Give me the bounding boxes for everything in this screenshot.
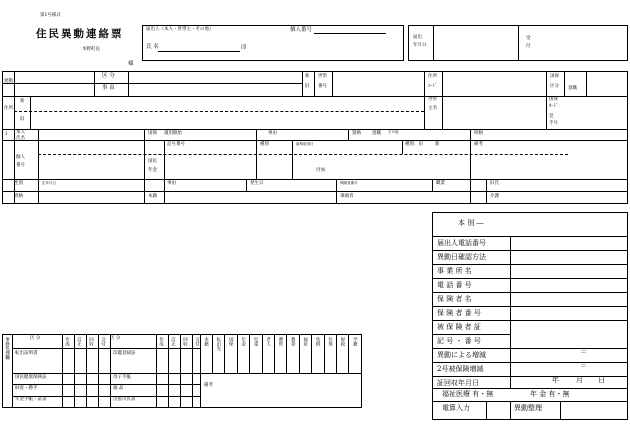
sex: 性別 <box>14 181 23 186</box>
rule <box>348 334 349 373</box>
department-head: 学籍 <box>352 337 358 346</box>
panel-row-label: 記 号 ・ 番 号 <box>437 337 481 345</box>
change-adjust: 異動整理 <box>514 404 542 412</box>
rule <box>560 401 561 420</box>
person-index: 1 <box>5 132 8 137</box>
new: 新 <box>435 142 440 147</box>
personal-number-2: 番号 <box>16 163 25 168</box>
panel-row-label: 被 保 険 者 証 <box>437 323 481 331</box>
rule <box>432 362 628 363</box>
rule <box>237 334 238 373</box>
panel-row-label: 証回収年月日 <box>437 379 479 387</box>
old-name: 旧氏 <box>490 181 499 186</box>
day: 日 <box>598 376 605 384</box>
department-head: 国保 <box>228 337 234 346</box>
pension-flag: 年 金 有・無 <box>530 390 570 398</box>
rule <box>2 96 628 97</box>
person-name-1: 本人 <box>16 130 25 135</box>
processing-row-label: 母子手帳 <box>113 375 131 380</box>
rule <box>86 334 87 408</box>
processing-row-label: 国民健康保険証 <box>15 375 47 380</box>
reason-label: 事 由 <box>102 85 115 91</box>
col-head: 作成 <box>64 337 70 346</box>
applicant-name-label: 氏 名 <box>146 44 159 50</box>
rule <box>442 71 443 129</box>
rule <box>12 373 200 374</box>
divider <box>433 25 434 61</box>
rule <box>432 264 628 265</box>
receipt-label-1: 受 <box>526 36 531 41</box>
col-head: 作成 <box>158 337 164 346</box>
registry: 続柄 <box>14 194 23 199</box>
equals-1: ＝ <box>580 348 587 356</box>
department-head: 財政 <box>339 337 345 346</box>
residence-card: 保険者番号 <box>340 181 358 185</box>
rule <box>262 334 263 373</box>
form-title: 住民異動連絡票 <box>36 28 124 40</box>
rule <box>432 179 433 191</box>
applicant-name-line <box>158 51 240 52</box>
rule <box>2 191 628 192</box>
household-number-2: 番号 <box>318 84 327 89</box>
payment: 付加 <box>316 168 325 173</box>
department-head: 教委 <box>290 337 296 346</box>
department-head: 福祉 <box>302 337 308 346</box>
care: 介護 <box>490 194 499 199</box>
rule <box>361 334 362 373</box>
processing-row-label: 出張市民表 <box>113 397 136 402</box>
rule <box>470 129 471 204</box>
report-date-label-2: 年月日 <box>413 43 427 48</box>
rule <box>164 140 165 179</box>
panel-row-label: 保 険 者 名 <box>437 295 472 303</box>
rule <box>274 334 275 373</box>
retire: 退職 <box>372 131 381 136</box>
change-label: 異動 <box>4 79 13 84</box>
computer-input: 電算入力 <box>442 404 470 412</box>
col-head: 交付 <box>100 337 106 346</box>
rule <box>486 401 487 420</box>
rule <box>30 96 31 129</box>
processing-side-title: 事務処理欄 <box>4 337 10 360</box>
nhi-label: 国民 <box>148 159 157 164</box>
department-head: 転出先 <box>215 337 221 351</box>
panel-row-label: 保 険 者 番 号 <box>437 309 481 317</box>
rule <box>12 384 200 385</box>
department-head: 免税 <box>315 337 321 346</box>
panel-row-label: 電 話 番 号 <box>437 281 472 289</box>
occurrence: 発生日 <box>250 181 264 186</box>
main-grid <box>2 71 628 204</box>
rule <box>2 179 628 180</box>
nhi-class-1: 国保 <box>550 74 559 79</box>
occupation: 職業 <box>436 181 445 186</box>
rule <box>432 236 628 237</box>
rule <box>348 129 349 140</box>
pension-label: 年金 <box>148 168 157 173</box>
seal-book-1: 見 <box>549 114 554 119</box>
household-code-2: ｺｰﾄﾞ <box>428 84 437 89</box>
recipient-honorific: 様 <box>128 61 134 67</box>
rule <box>256 129 257 179</box>
rule <box>62 334 63 408</box>
type: 種別 <box>260 142 269 147</box>
nhi-card-2: ｶｰﾄﾞ <box>549 104 558 109</box>
rule <box>94 71 95 96</box>
panel-row-label: 事 業 所 名 <box>437 267 472 275</box>
col-head: 訂正 <box>76 337 82 346</box>
rule <box>432 278 628 279</box>
rule <box>432 388 628 389</box>
rule <box>432 401 628 402</box>
event: 事由 <box>167 181 176 186</box>
rule <box>332 71 333 96</box>
year: 年 <box>552 376 559 384</box>
rule <box>249 334 250 373</box>
qualification: 資格 <box>352 131 361 136</box>
department-head: 児童 <box>253 337 259 346</box>
rule <box>2 83 302 84</box>
householder-1: 世帯 <box>428 97 437 102</box>
symbol-number: 記号番号 <box>167 142 185 147</box>
retire-label: 退職 <box>568 86 577 91</box>
processing-row-label: 福 品 <box>113 386 124 391</box>
panel-row-label: 届出人電話番号 <box>437 239 486 247</box>
new-old-1: 新 <box>305 74 310 79</box>
divider <box>518 25 519 61</box>
rule <box>98 334 99 408</box>
domicile: 本籍 <box>148 194 157 199</box>
household-number-1: 世帯 <box>318 74 327 79</box>
rule <box>74 334 75 408</box>
panel-row-label: 2号被保険増減 <box>437 365 484 373</box>
month: 月 <box>576 376 583 384</box>
seal-label: 印 <box>241 45 247 51</box>
nhi-class-2: 区分 <box>550 84 559 89</box>
col-head: 回収 <box>182 337 188 346</box>
rule <box>200 373 362 374</box>
rule <box>432 292 628 293</box>
col-head: 訂正 <box>170 337 176 346</box>
rule <box>432 320 628 321</box>
rule <box>286 334 287 373</box>
nhi-start-1: 国保 <box>148 131 157 136</box>
rule <box>2 140 628 141</box>
processing-row-label: 転出証明書 <box>15 351 38 356</box>
rule <box>180 334 181 408</box>
nhi-card-1: 国保 <box>549 97 558 102</box>
remarks: 備考 <box>204 383 213 388</box>
panel-row-label: 異動日確認方法 <box>437 253 486 261</box>
rule <box>14 111 424 112</box>
equals-2: ＝ <box>580 362 587 370</box>
new-old-2: 旧 <box>305 84 310 89</box>
processing-row-label: 年金手帳・証書 <box>15 397 47 402</box>
rule <box>564 71 565 96</box>
rule <box>299 334 300 373</box>
receipt-label-2: 付 <box>526 44 531 49</box>
rule <box>200 334 201 408</box>
personal-number-line <box>314 33 386 34</box>
rule <box>324 334 325 373</box>
address-new-label: 新 <box>20 99 25 104</box>
rule <box>546 71 547 129</box>
personal-number-1: 個人 <box>16 155 25 160</box>
department-head: 本籍 <box>203 337 209 346</box>
form-number: 第1号様式 <box>40 13 61 18</box>
rule <box>192 334 193 408</box>
rule <box>510 236 511 388</box>
department-head: 年金 <box>240 337 246 346</box>
rule <box>510 401 511 420</box>
rule <box>38 129 39 204</box>
rule <box>311 334 312 373</box>
rule <box>302 71 303 96</box>
panel-row-label: 異動による増減 <box>437 351 486 359</box>
rule <box>432 306 628 307</box>
rule <box>2 129 628 130</box>
rule <box>402 140 403 154</box>
rule <box>212 334 213 373</box>
processing-row-label: 印鑑登録証 <box>113 351 136 356</box>
category-head-b: 区 分 <box>110 336 121 341</box>
rule <box>336 179 337 204</box>
other: その他 <box>388 130 399 134</box>
department-head: 選管 <box>277 337 283 346</box>
report-date-label-1: 届出 <box>413 35 422 40</box>
col-head: 交付 <box>194 337 200 346</box>
delivery: 備考 <box>474 142 483 147</box>
rule <box>432 334 510 335</box>
welfare-medical: 福祉医療 有・無 <box>442 390 494 398</box>
department-head: 住基 <box>327 337 333 346</box>
col-head: 回収 <box>88 337 94 346</box>
category-head: 区 分 <box>30 336 41 341</box>
applicant-label: 届出人（本人・世帯主・その他） <box>146 27 214 32</box>
reason: 事由 <box>268 131 277 136</box>
rule <box>432 250 628 251</box>
department-head: 老人 <box>265 337 271 346</box>
rule <box>38 154 568 155</box>
rule <box>314 71 315 96</box>
rule <box>144 129 145 204</box>
household-code-1: 住所 <box>428 74 437 79</box>
relation: 続柄 <box>474 131 483 136</box>
nhi-start-2: 適用開始 <box>164 131 182 136</box>
rule <box>128 71 129 96</box>
rule <box>586 71 587 96</box>
head: 筆頭者 <box>340 194 354 199</box>
householder-2: 主名 <box>428 106 437 111</box>
town-name: 木野町長 <box>82 47 100 52</box>
birth: 生年月日 <box>42 181 56 185</box>
seal-book-2: 手号 <box>549 121 558 126</box>
rule <box>156 334 157 408</box>
processing-row-label: 財産・勝手 <box>15 386 38 391</box>
address-label: 住所 <box>4 106 13 111</box>
rule <box>246 179 247 191</box>
rule <box>486 179 487 204</box>
panel-header: 本 別 ― <box>458 219 484 227</box>
rule <box>424 71 425 129</box>
rule <box>224 334 225 373</box>
rule <box>12 348 200 349</box>
category-label: 区 分 <box>102 73 115 79</box>
rule <box>110 334 111 408</box>
address-old-label: 旧 <box>20 117 25 122</box>
person-name-2: 氏名 <box>16 136 25 141</box>
acquired-date: 資格取得日 <box>296 142 314 146</box>
personal-number-label: 個人番号 <box>290 27 313 33</box>
rule <box>292 140 293 179</box>
rule <box>164 179 165 204</box>
rule <box>168 334 169 408</box>
kind-old-new: 種別：旧 <box>405 142 423 147</box>
rule <box>432 348 628 349</box>
rule <box>336 334 337 373</box>
